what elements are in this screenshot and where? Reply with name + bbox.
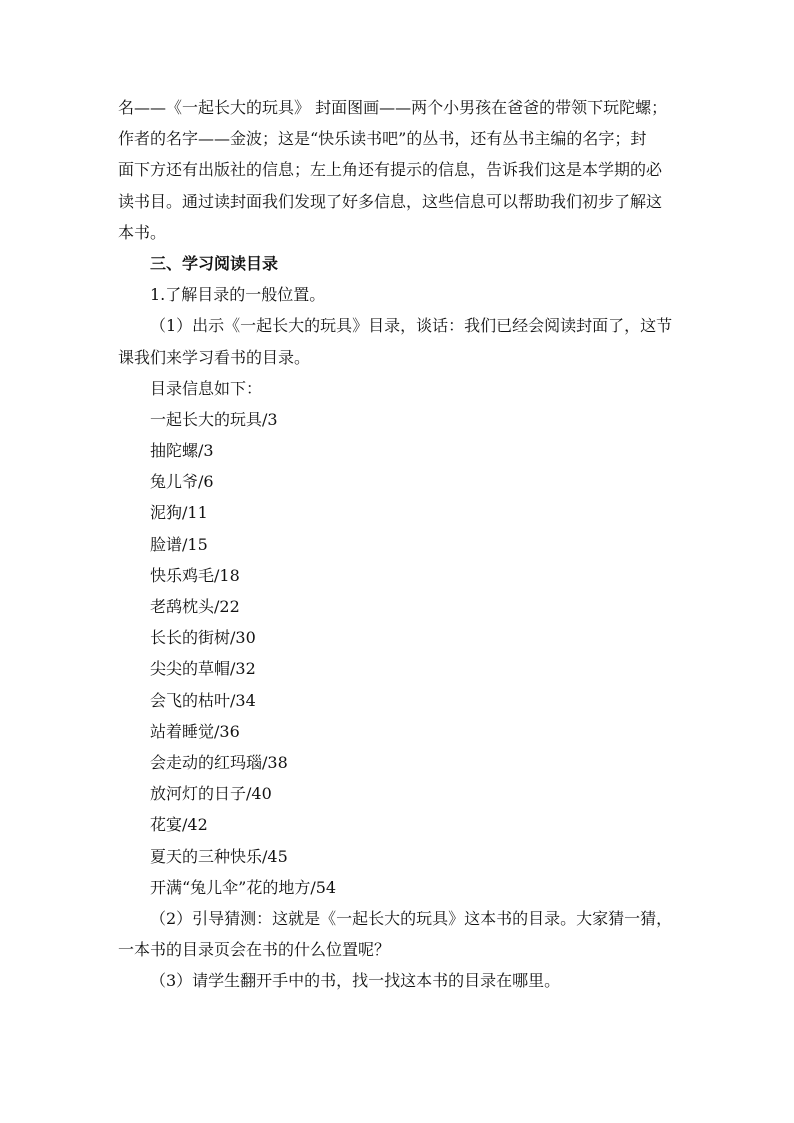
step2-line-2: 一本书的目录页会在书的什么位置呢？: [118, 940, 391, 960]
intro-line-5: 本书。: [118, 222, 167, 242]
toc-item: 花宴/42: [150, 815, 208, 835]
toc-item: 会飞的枯叶/34: [150, 690, 256, 710]
toc-item: 开满“兔儿伞”花的地方/54: [150, 877, 337, 897]
toc-intro: 目录信息如下：: [150, 378, 263, 398]
step2-line-1: （2）引导猜测：这就是《一起长大的玩具》这本书的目录。大家猜一猜，: [150, 908, 673, 928]
toc-item: 会走动的红玛瑙/38: [150, 752, 288, 772]
toc-item: 泥狗/11: [150, 503, 208, 523]
intro-line-4: 读书目。通过读封面我们发现了好多信息，这些信息可以帮助我们初步了解这: [118, 191, 663, 211]
toc-item: 抽陀螺/3: [150, 441, 214, 461]
intro-line-1: 名——《一起长大的玩具》 封面图画——两个小男孩在爸爸的带领下玩陀螺；: [118, 98, 668, 117]
toc-item: 一起长大的玩具/3: [150, 409, 278, 429]
toc-item: 站着睡觉/36: [150, 721, 240, 741]
toc-item: 兔儿爷/6: [150, 472, 214, 492]
toc-item: 放河灯的日子/40: [150, 784, 272, 804]
intro-line-3: 面下方还有出版社的信息；左上角还有提示的信息，告诉我们这是本学期的必: [118, 160, 663, 180]
toc-item: 夏天的三种快乐/45: [150, 846, 288, 866]
intro-line-2: 作者的名字——金波；这是“快乐读书吧”的丛书，还有丛书主编的名字；封: [118, 129, 647, 149]
toc-item: 脸谱/15: [150, 534, 208, 554]
step1-line-2: 课我们来学习看书的目录。: [118, 347, 311, 367]
step1-line-1: （1）出示《一起长大的玩具》目录，谈话：我们已经会阅读封面了，这节: [150, 316, 673, 336]
section-heading: 三、学习阅读目录: [150, 253, 279, 273]
toc-item: 老鸹枕头/22: [150, 597, 240, 616]
document-body: [118, 92, 678, 996]
toc-item: 长长的街树/30: [150, 628, 256, 648]
toc-item: 尖尖的草帽/32: [150, 659, 256, 679]
subheading: 1.了解目录的一般位置。: [150, 285, 326, 305]
toc-item: 快乐鸡毛/18: [150, 565, 240, 585]
step3-line-1: （3）请学生翻开手中的书，找一找这本书的目录在哪里。: [150, 971, 561, 991]
